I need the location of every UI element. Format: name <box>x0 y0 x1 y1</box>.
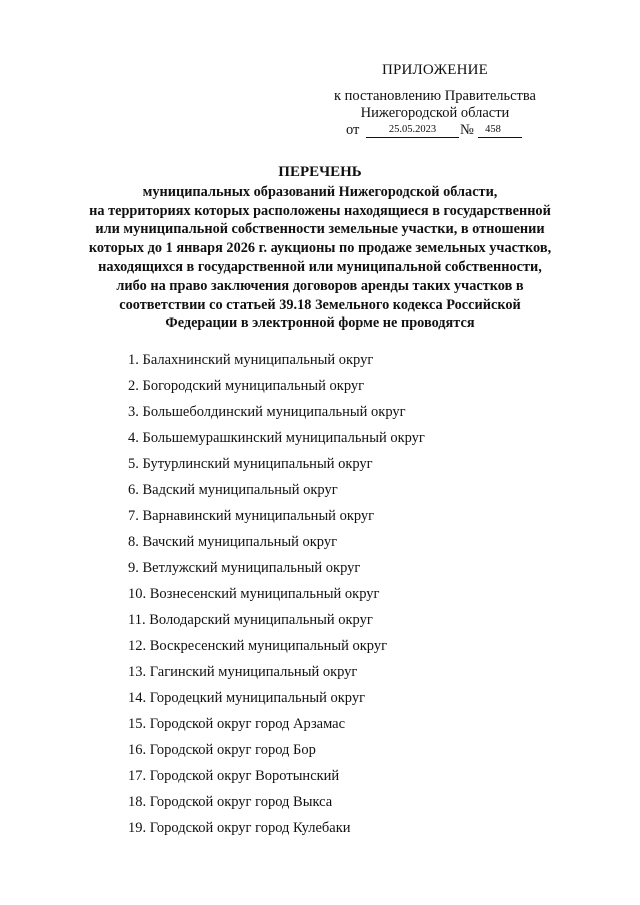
list-item: 3. Большеболдинский муниципальный округ <box>128 404 406 420</box>
heading-line: находящихся в государственной или муниципальной собственности, <box>98 258 542 275</box>
heading-line: Федерации в электронной форме не проводятся <box>165 315 475 332</box>
number-underline <box>478 137 522 138</box>
heading-line: которых до 1 января 2026 г. аукционы по продаже земельных участков, <box>88 240 552 257</box>
list-item: 1. Балахнинский муниципальный округ <box>128 352 374 368</box>
list-item: 14. Городецкий муниципальный округ <box>128 690 366 706</box>
date-prefix: от <box>346 122 360 138</box>
resolution-date: 25.05.2023 <box>388 124 437 135</box>
list-item: 2. Богородский муниципальный округ <box>128 378 365 394</box>
list-heading <box>60 163 580 333</box>
date-underline <box>366 137 459 138</box>
list-item: 13. Гагинский муниципальный округ <box>128 664 358 680</box>
list-item: 12. Воскресенский муниципальный округ <box>128 638 388 654</box>
appendix-region-line: Нижегородской области <box>360 105 510 121</box>
list-item: 10. Вознесенский муниципальный округ <box>128 586 380 602</box>
resolution-number: 458 <box>485 124 501 135</box>
list-item: 18. Городской округ город Выкса <box>128 794 333 810</box>
list-item: 15. Городской округ город Арзамас <box>128 716 346 732</box>
heading-line: соответствии со статьей 39.18 Земельного кодекса Российской <box>119 296 521 313</box>
list-item: 4. Большемурашкинский муниципальный округ <box>128 430 425 446</box>
heading-line: или муниципальной собственности земельные участки, в отношении <box>95 221 545 238</box>
heading-line: муниципальных образований Нижегородской области, <box>142 183 498 200</box>
heading-line: либо на право заключения договоров аренды таких участков в <box>116 277 524 294</box>
appendix-title: ПРИЛОЖЕНИЕ <box>381 62 489 78</box>
resolution-date-number <box>346 122 546 142</box>
list-item: 7. Варнавинский муниципальный округ <box>128 508 375 524</box>
list-item: 16. Городской округ город Бор <box>128 742 316 758</box>
list-item: 6. Вадский муниципальный округ <box>128 482 338 498</box>
heading-title: ПЕРЕЧЕНЬ <box>278 164 362 180</box>
municipality-list <box>128 352 425 846</box>
heading-line: на территориях которых расположены находящиеся в государственной <box>89 202 551 219</box>
appendix-resolution-line: к постановлению Правительства <box>334 88 536 104</box>
list-item: 8. Вачский муниципальный округ <box>128 534 338 550</box>
list-item: 19. Городской округ город Кулебаки <box>128 820 351 836</box>
number-prefix: № <box>460 122 474 138</box>
list-item: 11. Володарский муниципальный округ <box>128 612 373 628</box>
list-item: 9. Ветлужский муниципальный округ <box>128 560 361 576</box>
list-item: 17. Городской округ Воротынский <box>128 768 340 784</box>
list-item: 5. Бутурлинский муниципальный округ <box>128 456 373 472</box>
